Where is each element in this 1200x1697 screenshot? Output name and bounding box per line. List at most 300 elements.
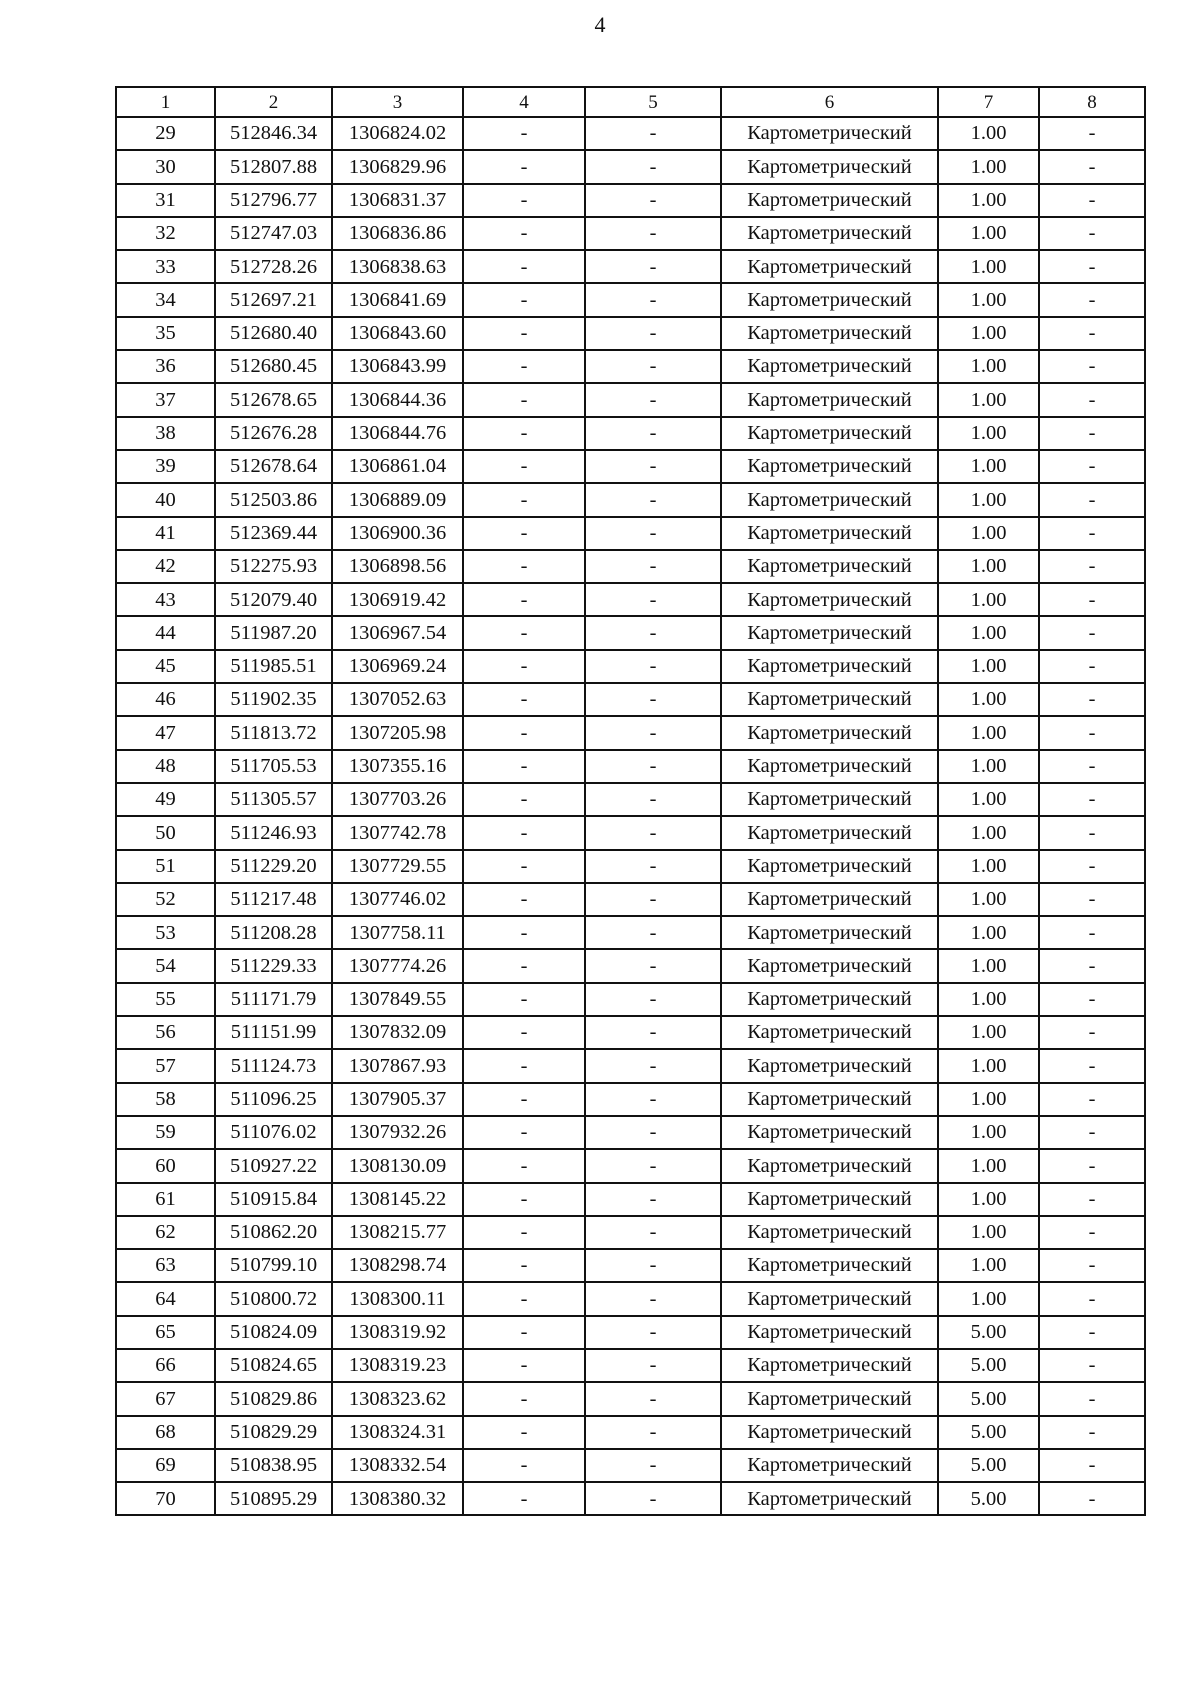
- column-8-cell: -: [1039, 883, 1145, 916]
- point-number-cell: 56: [116, 1016, 215, 1049]
- column-header: 4: [463, 87, 585, 117]
- y-coordinate-cell: 1307052.63: [332, 683, 463, 716]
- table-row: [116, 783, 1145, 816]
- column-8-cell: -: [1039, 683, 1145, 716]
- column-8-cell: -: [1039, 650, 1145, 683]
- column-5-cell: -: [585, 450, 721, 483]
- table-row: [116, 1049, 1145, 1082]
- table-row: [116, 983, 1145, 1016]
- x-coordinate-cell: 512728.26: [215, 250, 332, 283]
- column-5-cell: -: [585, 550, 721, 583]
- column-5-cell: -: [585, 1049, 721, 1082]
- column-5-cell: -: [585, 117, 721, 150]
- table-row: [116, 517, 1145, 550]
- y-coordinate-cell: 1306861.04: [332, 450, 463, 483]
- column-5-cell: -: [585, 1116, 721, 1149]
- method-cell: Картометрический: [721, 583, 938, 616]
- column-4-cell: -: [463, 150, 585, 183]
- point-number-cell: 52: [116, 883, 215, 916]
- column-header: 8: [1039, 87, 1145, 117]
- y-coordinate-cell: 1307905.37: [332, 1083, 463, 1116]
- point-number-cell: 42: [116, 550, 215, 583]
- table-row: [116, 483, 1145, 516]
- table-row: [116, 1416, 1145, 1449]
- x-coordinate-cell: 511151.99: [215, 1016, 332, 1049]
- column-8-cell: -: [1039, 1349, 1145, 1382]
- x-coordinate-cell: 511813.72: [215, 716, 332, 749]
- x-coordinate-cell: 510915.84: [215, 1183, 332, 1216]
- table-row: [116, 1183, 1145, 1216]
- y-coordinate-cell: 1306969.24: [332, 650, 463, 683]
- column-8-cell: -: [1039, 350, 1145, 383]
- y-coordinate-cell: 1306829.96: [332, 150, 463, 183]
- column-header: 5: [585, 87, 721, 117]
- accuracy-cell: 5.00: [938, 1449, 1039, 1482]
- accuracy-cell: 1.00: [938, 317, 1039, 350]
- method-cell: Картометрический: [721, 1116, 938, 1149]
- table-row: [116, 850, 1145, 883]
- method-cell: Картометрический: [721, 1149, 938, 1182]
- column-5-cell: -: [585, 1349, 721, 1382]
- accuracy-cell: 5.00: [938, 1382, 1039, 1415]
- table-row: [116, 117, 1145, 150]
- accuracy-cell: 1.00: [938, 283, 1039, 316]
- point-number-cell: 57: [116, 1049, 215, 1082]
- table-row: [116, 1083, 1145, 1116]
- accuracy-cell: 1.00: [938, 483, 1039, 516]
- column-4-cell: -: [463, 949, 585, 982]
- column-5-cell: -: [585, 150, 721, 183]
- column-4-cell: -: [463, 550, 585, 583]
- point-number-cell: 34: [116, 283, 215, 316]
- x-coordinate-cell: 511217.48: [215, 883, 332, 916]
- y-coordinate-cell: 1307355.16: [332, 750, 463, 783]
- column-header: 6: [721, 87, 938, 117]
- table-row: [116, 1216, 1145, 1249]
- method-cell: Картометрический: [721, 883, 938, 916]
- column-header: 1: [116, 87, 215, 117]
- method-cell: Картометрический: [721, 1382, 938, 1415]
- column-4-cell: -: [463, 383, 585, 416]
- x-coordinate-cell: 510838.95: [215, 1449, 332, 1482]
- y-coordinate-cell: 1307703.26: [332, 783, 463, 816]
- column-5-cell: -: [585, 283, 721, 316]
- column-8-cell: -: [1039, 583, 1145, 616]
- point-number-cell: 46: [116, 683, 215, 716]
- table-row: [116, 184, 1145, 217]
- column-5-cell: -: [585, 716, 721, 749]
- column-8-cell: -: [1039, 983, 1145, 1016]
- x-coordinate-cell: 512678.64: [215, 450, 332, 483]
- column-4-cell: -: [463, 517, 585, 550]
- table-row: [116, 816, 1145, 849]
- column-4-cell: -: [463, 217, 585, 250]
- column-4-cell: -: [463, 1083, 585, 1116]
- y-coordinate-cell: 1306967.54: [332, 616, 463, 649]
- column-4-cell: -: [463, 850, 585, 883]
- column-8-cell: -: [1039, 1249, 1145, 1282]
- column-5-cell: -: [585, 1482, 721, 1515]
- point-number-cell: 62: [116, 1216, 215, 1249]
- column-8-cell: -: [1039, 1016, 1145, 1049]
- table-row: [116, 450, 1145, 483]
- column-5-cell: -: [585, 1249, 721, 1282]
- column-8-cell: -: [1039, 383, 1145, 416]
- point-number-cell: 53: [116, 916, 215, 949]
- method-cell: Картометрический: [721, 650, 938, 683]
- y-coordinate-cell: 1308300.11: [332, 1282, 463, 1315]
- method-cell: Картометрический: [721, 317, 938, 350]
- table-row: [116, 383, 1145, 416]
- point-number-cell: 37: [116, 383, 215, 416]
- method-cell: Картометрический: [721, 417, 938, 450]
- column-8-cell: -: [1039, 417, 1145, 450]
- accuracy-cell: 1.00: [938, 949, 1039, 982]
- point-number-cell: 33: [116, 250, 215, 283]
- accuracy-cell: 1.00: [938, 983, 1039, 1016]
- point-number-cell: 41: [116, 517, 215, 550]
- x-coordinate-cell: 511124.73: [215, 1049, 332, 1082]
- column-4-cell: -: [463, 1449, 585, 1482]
- method-cell: Картометрический: [721, 1016, 938, 1049]
- method-cell: Картометрический: [721, 783, 938, 816]
- y-coordinate-cell: 1307774.26: [332, 949, 463, 982]
- column-5-cell: -: [585, 383, 721, 416]
- column-5-cell: -: [585, 1216, 721, 1249]
- point-number-cell: 29: [116, 117, 215, 150]
- x-coordinate-cell: 510824.65: [215, 1349, 332, 1382]
- point-number-cell: 39: [116, 450, 215, 483]
- method-cell: Картометрический: [721, 184, 938, 217]
- x-coordinate-cell: 510829.29: [215, 1416, 332, 1449]
- y-coordinate-cell: 1308319.92: [332, 1316, 463, 1349]
- y-coordinate-cell: 1306844.36: [332, 383, 463, 416]
- column-4-cell: -: [463, 1482, 585, 1515]
- column-5-cell: -: [585, 683, 721, 716]
- point-number-cell: 35: [116, 317, 215, 350]
- method-cell: Картометрический: [721, 1183, 938, 1216]
- table-row: [116, 1116, 1145, 1149]
- table-row: [116, 250, 1145, 283]
- x-coordinate-cell: 512796.77: [215, 184, 332, 217]
- method-cell: Картометрический: [721, 1482, 938, 1515]
- table-row: [116, 283, 1145, 316]
- accuracy-cell: 1.00: [938, 250, 1039, 283]
- column-8-cell: -: [1039, 1049, 1145, 1082]
- column-5-cell: -: [585, 983, 721, 1016]
- column-4-cell: -: [463, 1149, 585, 1182]
- y-coordinate-cell: 1307205.98: [332, 716, 463, 749]
- column-5-cell: -: [585, 1183, 721, 1216]
- accuracy-cell: 1.00: [938, 1083, 1039, 1116]
- y-coordinate-cell: 1307742.78: [332, 816, 463, 849]
- column-8-cell: -: [1039, 1382, 1145, 1415]
- column-4-cell: -: [463, 317, 585, 350]
- column-8-cell: -: [1039, 949, 1145, 982]
- accuracy-cell: 1.00: [938, 1149, 1039, 1182]
- column-5-cell: -: [585, 949, 721, 982]
- point-number-cell: 70: [116, 1482, 215, 1515]
- column-5-cell: -: [585, 916, 721, 949]
- method-cell: Картометрический: [721, 616, 938, 649]
- table-row: [116, 350, 1145, 383]
- column-4-cell: -: [463, 983, 585, 1016]
- y-coordinate-cell: 1308380.32: [332, 1482, 463, 1515]
- column-8-cell: -: [1039, 1316, 1145, 1349]
- x-coordinate-cell: 510895.29: [215, 1482, 332, 1515]
- column-4-cell: -: [463, 350, 585, 383]
- method-cell: Картометрический: [721, 716, 938, 749]
- y-coordinate-cell: 1307746.02: [332, 883, 463, 916]
- column-4-cell: -: [463, 117, 585, 150]
- accuracy-cell: 1.00: [938, 650, 1039, 683]
- method-cell: Картометрический: [721, 750, 938, 783]
- column-8-cell: -: [1039, 483, 1145, 516]
- accuracy-cell: 1.00: [938, 1016, 1039, 1049]
- column-4-cell: -: [463, 250, 585, 283]
- table-row: [116, 417, 1145, 450]
- column-5-cell: -: [585, 517, 721, 550]
- table-row: [116, 616, 1145, 649]
- column-4-cell: -: [463, 683, 585, 716]
- column-5-cell: -: [585, 650, 721, 683]
- column-4-cell: -: [463, 1249, 585, 1282]
- column-4-cell: -: [463, 650, 585, 683]
- coordinates-table: [115, 86, 1146, 1516]
- point-number-cell: 66: [116, 1349, 215, 1382]
- accuracy-cell: 1.00: [938, 783, 1039, 816]
- x-coordinate-cell: 511246.93: [215, 816, 332, 849]
- column-4-cell: -: [463, 816, 585, 849]
- table-row: [116, 150, 1145, 183]
- point-number-cell: 58: [116, 1083, 215, 1116]
- x-coordinate-cell: 511705.53: [215, 750, 332, 783]
- column-8-cell: -: [1039, 1183, 1145, 1216]
- column-5-cell: -: [585, 783, 721, 816]
- column-8-cell: -: [1039, 816, 1145, 849]
- x-coordinate-cell: 510862.20: [215, 1216, 332, 1249]
- method-cell: Картометрический: [721, 1449, 938, 1482]
- point-number-cell: 30: [116, 150, 215, 183]
- accuracy-cell: 1.00: [938, 716, 1039, 749]
- method-cell: Картометрический: [721, 483, 938, 516]
- column-8-cell: -: [1039, 450, 1145, 483]
- column-8-cell: -: [1039, 716, 1145, 749]
- y-coordinate-cell: 1308130.09: [332, 1149, 463, 1182]
- column-5-cell: -: [585, 583, 721, 616]
- y-coordinate-cell: 1307729.55: [332, 850, 463, 883]
- accuracy-cell: 1.00: [938, 350, 1039, 383]
- column-8-cell: -: [1039, 1083, 1145, 1116]
- y-coordinate-cell: 1306898.56: [332, 550, 463, 583]
- column-5-cell: -: [585, 850, 721, 883]
- column-8-cell: -: [1039, 1449, 1145, 1482]
- x-coordinate-cell: 510927.22: [215, 1149, 332, 1182]
- column-4-cell: -: [463, 1416, 585, 1449]
- y-coordinate-cell: 1306838.63: [332, 250, 463, 283]
- x-coordinate-cell: 511171.79: [215, 983, 332, 1016]
- accuracy-cell: 1.00: [938, 450, 1039, 483]
- y-coordinate-cell: 1306900.36: [332, 517, 463, 550]
- column-5-cell: -: [585, 1316, 721, 1349]
- x-coordinate-cell: 512747.03: [215, 217, 332, 250]
- point-number-cell: 60: [116, 1149, 215, 1182]
- table-row: [116, 1382, 1145, 1415]
- y-coordinate-cell: 1306889.09: [332, 483, 463, 516]
- x-coordinate-cell: 512275.93: [215, 550, 332, 583]
- table-row: [116, 1249, 1145, 1282]
- point-number-cell: 44: [116, 616, 215, 649]
- y-coordinate-cell: 1307867.93: [332, 1049, 463, 1082]
- point-number-cell: 67: [116, 1382, 215, 1415]
- point-number-cell: 38: [116, 417, 215, 450]
- column-4-cell: -: [463, 916, 585, 949]
- method-cell: Картометрический: [721, 1282, 938, 1315]
- x-coordinate-cell: 512503.86: [215, 483, 332, 516]
- column-4-cell: -: [463, 417, 585, 450]
- column-5-cell: -: [585, 1282, 721, 1315]
- table-row: [116, 1482, 1145, 1515]
- accuracy-cell: 5.00: [938, 1482, 1039, 1515]
- accuracy-cell: 1.00: [938, 1282, 1039, 1315]
- column-5-cell: -: [585, 317, 721, 350]
- x-coordinate-cell: 512846.34: [215, 117, 332, 150]
- x-coordinate-cell: 511987.20: [215, 616, 332, 649]
- column-4-cell: -: [463, 283, 585, 316]
- method-cell: Картометрический: [721, 517, 938, 550]
- x-coordinate-cell: 511229.20: [215, 850, 332, 883]
- column-5-cell: -: [585, 1149, 721, 1182]
- column-4-cell: -: [463, 1016, 585, 1049]
- x-coordinate-cell: 511229.33: [215, 949, 332, 982]
- x-coordinate-cell: 512807.88: [215, 150, 332, 183]
- method-cell: Картометрический: [721, 850, 938, 883]
- accuracy-cell: 1.00: [938, 184, 1039, 217]
- y-coordinate-cell: 1308298.74: [332, 1249, 463, 1282]
- column-4-cell: -: [463, 483, 585, 516]
- point-number-cell: 50: [116, 816, 215, 849]
- x-coordinate-cell: 510799.10: [215, 1249, 332, 1282]
- column-4-cell: -: [463, 1183, 585, 1216]
- y-coordinate-cell: 1306831.37: [332, 184, 463, 217]
- column-5-cell: -: [585, 417, 721, 450]
- y-coordinate-cell: 1306843.99: [332, 350, 463, 383]
- method-cell: Картометрический: [721, 217, 938, 250]
- method-cell: Картометрический: [721, 450, 938, 483]
- column-8-cell: -: [1039, 1216, 1145, 1249]
- method-cell: Картометрический: [721, 1416, 938, 1449]
- column-4-cell: -: [463, 1316, 585, 1349]
- y-coordinate-cell: 1306841.69: [332, 283, 463, 316]
- x-coordinate-cell: 511985.51: [215, 650, 332, 683]
- column-4-cell: -: [463, 783, 585, 816]
- column-4-cell: -: [463, 750, 585, 783]
- page-number: 4: [594, 12, 606, 37]
- accuracy-cell: 1.00: [938, 1183, 1039, 1216]
- accuracy-cell: 1.00: [938, 417, 1039, 450]
- table-row: [116, 1282, 1145, 1315]
- table-row: [116, 716, 1145, 749]
- y-coordinate-cell: 1307849.55: [332, 983, 463, 1016]
- column-4-cell: -: [463, 716, 585, 749]
- column-8-cell: -: [1039, 1416, 1145, 1449]
- method-cell: Картометрический: [721, 816, 938, 849]
- column-header: 7: [938, 87, 1039, 117]
- column-8-cell: -: [1039, 1116, 1145, 1149]
- accuracy-cell: 5.00: [938, 1316, 1039, 1349]
- accuracy-cell: 1.00: [938, 517, 1039, 550]
- column-8-cell: -: [1039, 750, 1145, 783]
- x-coordinate-cell: 512680.45: [215, 350, 332, 383]
- column-5-cell: -: [585, 1382, 721, 1415]
- column-8-cell: -: [1039, 317, 1145, 350]
- y-coordinate-cell: 1306919.42: [332, 583, 463, 616]
- y-coordinate-cell: 1306843.60: [332, 317, 463, 350]
- table-row: [116, 1316, 1145, 1349]
- method-cell: Картометрический: [721, 1316, 938, 1349]
- column-4-cell: -: [463, 450, 585, 483]
- method-cell: Картометрический: [721, 383, 938, 416]
- table-row: [116, 583, 1145, 616]
- y-coordinate-cell: 1306824.02: [332, 117, 463, 150]
- column-4-cell: -: [463, 1349, 585, 1382]
- method-cell: Картометрический: [721, 1249, 938, 1282]
- point-number-cell: 63: [116, 1249, 215, 1282]
- x-coordinate-cell: 512079.40: [215, 583, 332, 616]
- column-4-cell: -: [463, 883, 585, 916]
- method-cell: Картометрический: [721, 350, 938, 383]
- method-cell: Картометрический: [721, 949, 938, 982]
- method-cell: Картометрический: [721, 1216, 938, 1249]
- accuracy-cell: 5.00: [938, 1349, 1039, 1382]
- table-row: [116, 683, 1145, 716]
- method-cell: Картометрический: [721, 683, 938, 716]
- table-row: [116, 1016, 1145, 1049]
- point-number-cell: 68: [116, 1416, 215, 1449]
- x-coordinate-cell: 510824.09: [215, 1316, 332, 1349]
- accuracy-cell: 1.00: [938, 916, 1039, 949]
- point-number-cell: 45: [116, 650, 215, 683]
- point-number-cell: 54: [116, 949, 215, 982]
- column-5-cell: -: [585, 816, 721, 849]
- point-number-cell: 64: [116, 1282, 215, 1315]
- table-row: [116, 1349, 1145, 1382]
- point-number-cell: 47: [116, 716, 215, 749]
- x-coordinate-cell: 510829.86: [215, 1382, 332, 1415]
- table-row: [116, 916, 1145, 949]
- x-coordinate-cell: 511096.25: [215, 1083, 332, 1116]
- y-coordinate-cell: 1308319.23: [332, 1349, 463, 1382]
- column-4-cell: -: [463, 616, 585, 649]
- x-coordinate-cell: 511305.57: [215, 783, 332, 816]
- y-coordinate-cell: 1307832.09: [332, 1016, 463, 1049]
- point-number-cell: 59: [116, 1116, 215, 1149]
- accuracy-cell: 1.00: [938, 150, 1039, 183]
- column-header: 2: [215, 87, 332, 117]
- column-4-cell: -: [463, 1049, 585, 1082]
- column-4-cell: -: [463, 583, 585, 616]
- table-row: [116, 550, 1145, 583]
- x-coordinate-cell: 511076.02: [215, 1116, 332, 1149]
- point-number-cell: 69: [116, 1449, 215, 1482]
- accuracy-cell: 1.00: [938, 117, 1039, 150]
- table-row: [116, 650, 1145, 683]
- y-coordinate-cell: 1308324.31: [332, 1416, 463, 1449]
- column-5-cell: -: [585, 1416, 721, 1449]
- accuracy-cell: 1.00: [938, 850, 1039, 883]
- accuracy-cell: 1.00: [938, 383, 1039, 416]
- point-number-cell: 51: [116, 850, 215, 883]
